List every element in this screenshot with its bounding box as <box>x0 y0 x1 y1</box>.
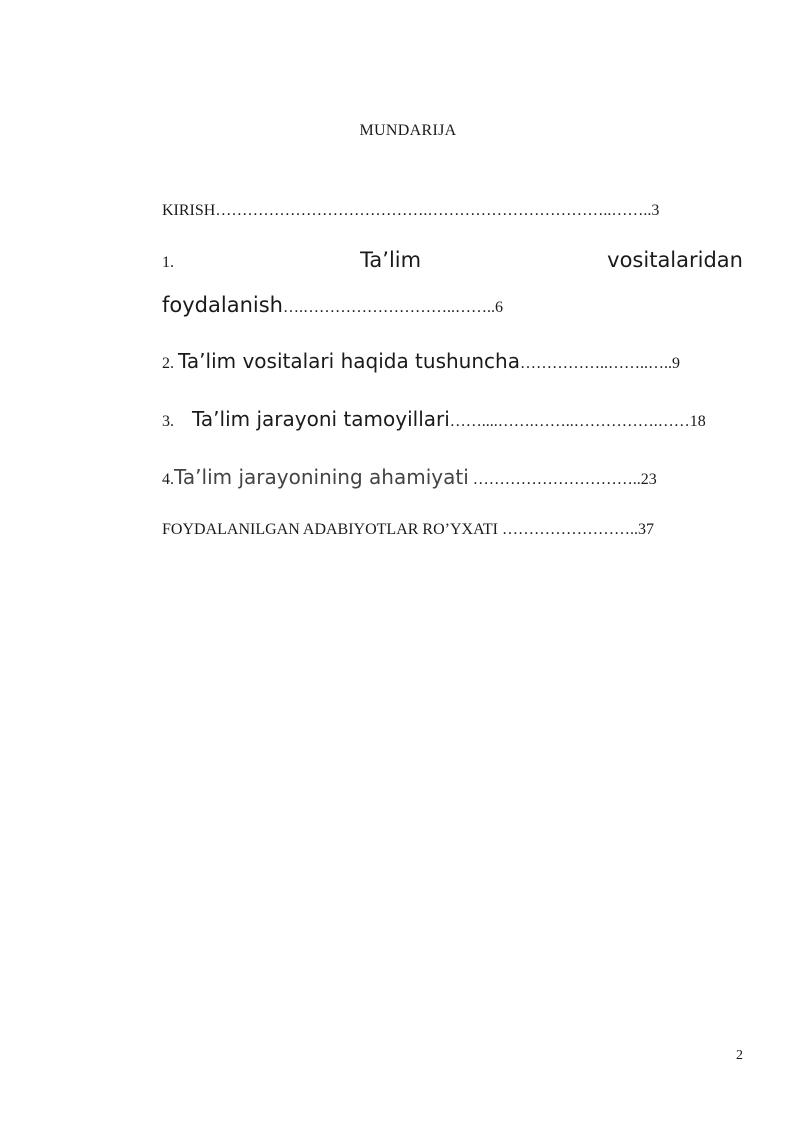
toc-entry-word: vositalaridan <box>607 248 743 272</box>
toc-entry-label: Ta’lim jarayoni tamoyillari <box>192 407 450 431</box>
toc-entry-label: foydalanish <box>162 293 283 317</box>
toc-entry-number: 4. <box>162 471 174 488</box>
toc-page-number: 9 <box>671 355 680 372</box>
toc-entry-kirish <box>162 202 659 220</box>
page-number: 2 <box>736 1048 743 1063</box>
toc-leader-dots: …………………….. <box>497 521 638 538</box>
toc-entry-word: Ta’lim <box>360 248 422 272</box>
toc-page-number: 37 <box>637 521 654 538</box>
toc-page-number: 6 <box>494 299 503 316</box>
toc-entry-label: FOYDALANILGAN ADABIYOTLAR RO’YXATI <box>162 521 498 538</box>
toc-entry-number: 3. <box>162 413 174 430</box>
toc-page-number: .23 <box>636 471 657 488</box>
toc-leader-dots: …………………………. <box>468 471 637 488</box>
toc-entry-label: Ta’lim jarayonining ahamiyati <box>174 465 469 489</box>
toc-leader-dots: ……....…….……..…………….…… <box>449 413 690 430</box>
toc-entry-label: KIRISH <box>162 202 216 219</box>
page-title: MUNDARIJA <box>359 122 457 139</box>
toc-leader-dots: ………………………………….……………………………..…….. <box>215 202 652 219</box>
toc-entry-references <box>162 521 654 539</box>
toc-leader-dots: ……………..……..….. <box>519 355 672 372</box>
toc-page-number: 3 <box>651 202 660 219</box>
toc-entry-number: 1. <box>162 254 174 271</box>
toc-entry-1-line-2 <box>162 293 503 317</box>
toc-page-number: 18 <box>689 413 706 430</box>
toc-entry-number: 2. <box>162 355 174 372</box>
toc-leader-dots: ….………………………..…….. <box>282 299 495 316</box>
toc-entry-2 <box>162 349 680 373</box>
toc-entry-1-line-1 <box>162 248 743 272</box>
toc-entry-3 <box>162 407 706 431</box>
toc-entry-label: Ta’lim vositalari haqida tushuncha <box>178 349 520 373</box>
toc-entry-4 <box>162 465 657 489</box>
